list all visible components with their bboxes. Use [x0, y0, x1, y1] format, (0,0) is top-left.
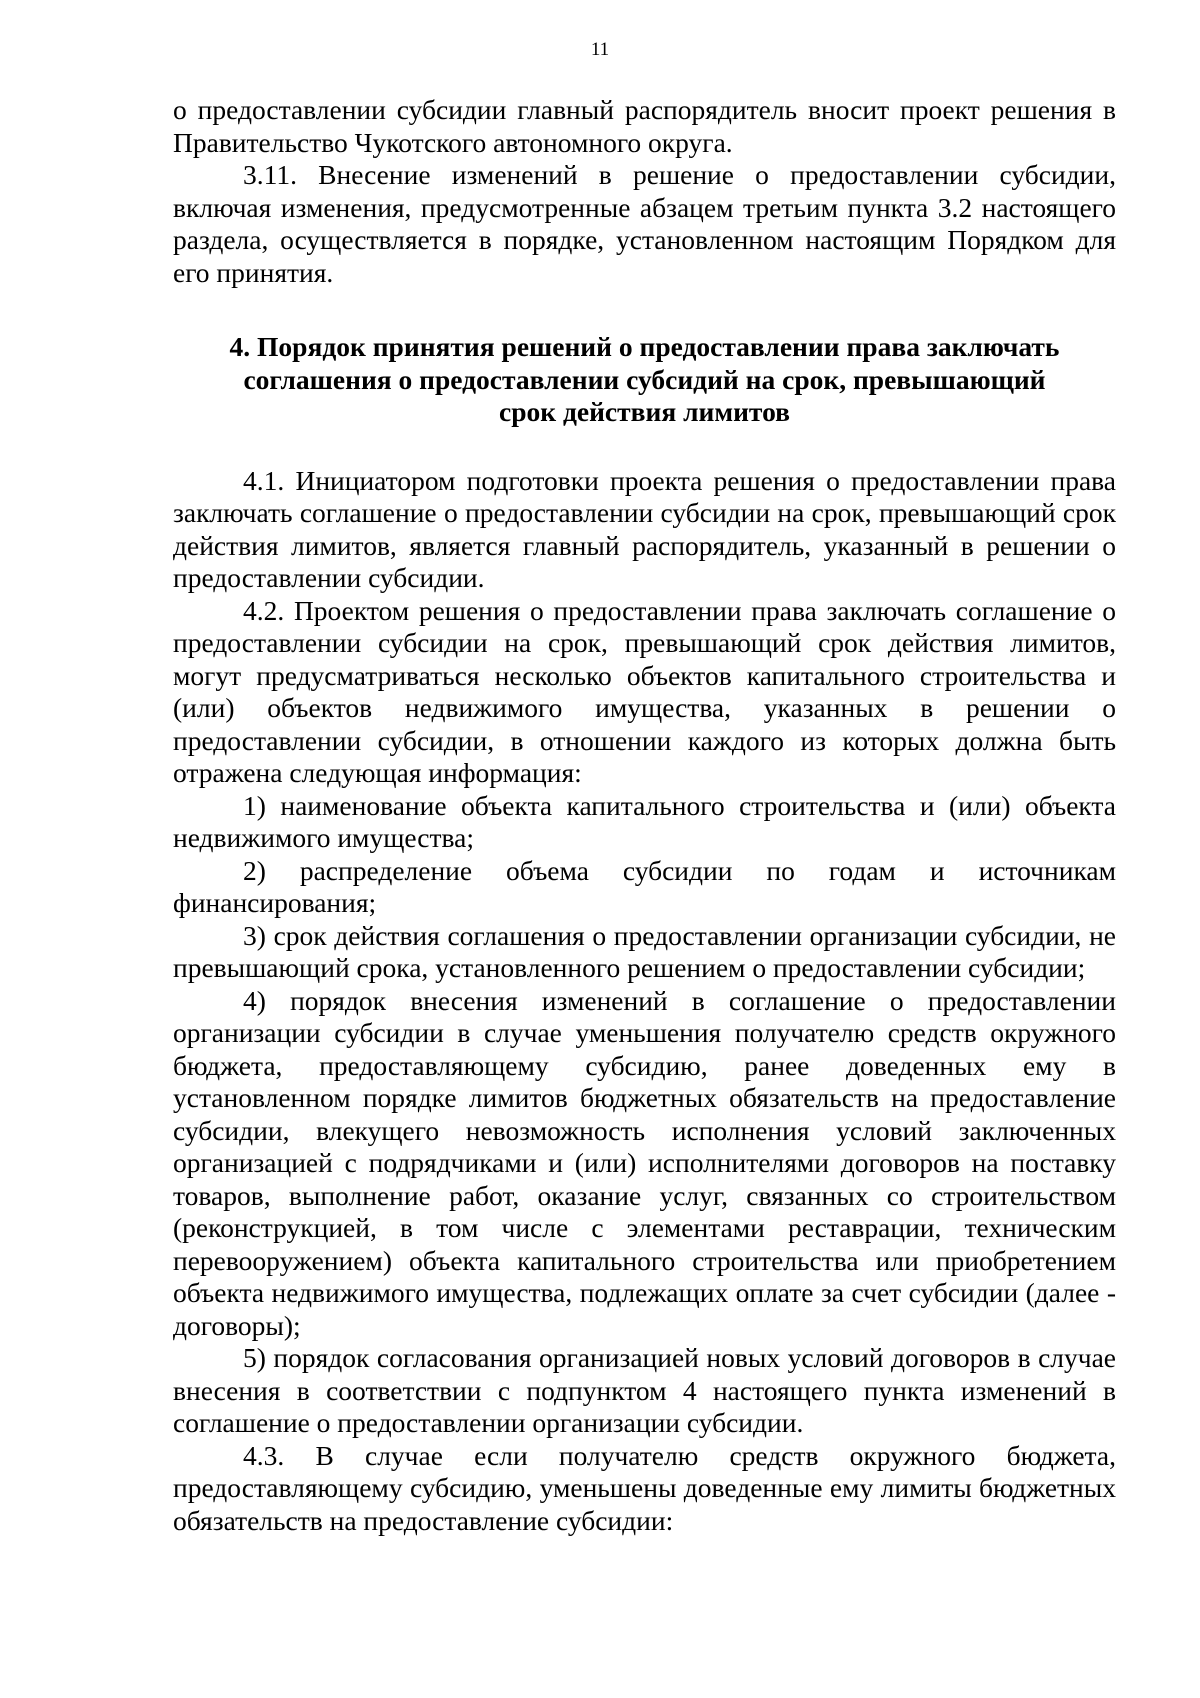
document-body	[173, 94, 1116, 1537]
list-item-1: 1) наименование объекта капитального строительства и (или) объекта недвижимого имущества;	[173, 789, 1116, 853]
paragraph-continuation: о предоставлении субсидии главный распорядитель вносит проект решения в Правительство Чукотского автономного округа.	[173, 94, 1116, 158]
section-heading-line: срок действия лимитов	[498, 396, 790, 427]
section-heading	[173, 331, 1116, 429]
list-item-5: 5) порядок согласования организацией новых условий договоров в случае внесения в соответствии с подпунктом 4 настоящего пункта изменений в соглашение о предоставлении организации субсидии.	[173, 1342, 1116, 1438]
list-item-3: 3) срок действия соглашения о предоставлении организации субсидии, не превышающий срока, установленного решением о предоставлении субсидии;	[173, 919, 1116, 983]
section-heading-line: соглашения о предоставлении субсидий на срок, превышающий	[243, 363, 1046, 395]
section-heading-line: 4. Порядок принятия решений о предоставлении права заключать	[229, 331, 1060, 362]
paragraph-3-11: 3.11. Внесение изменений в решение о предоставлении субсидии, включая изменения, предусмотренные абзацем третьим пункта 3.2 настоящего раздела, осуществляется в порядке, установленном настоящим Порядком для его принятия.	[173, 159, 1116, 288]
paragraph-4-1: 4.1. Инициатором подготовки проекта решения о предоставлении права заключать соглашение о предоставлении субсидии на срок, превышающий срок действия лимитов, является главный распорядитель, указанный в решении о предоставлении субсидии.	[173, 464, 1116, 593]
list-item-4: 4) порядок внесения изменений в соглашение о предоставлении организации субсидии в случае уменьшения получателю средств окружного бюджета, предоставляющему субсидию, ранее доведенных ему в установленном порядке лимитов бюджетных обязательств на предоставление субсидии, влекущего невозможность исполнения условий заключенных организацией с подрядчиками и (или) исполнителями договоров на поставку товаров, выполнение работ, оказание услуг, связанных со строительством (реконструкцией, в том числе с элементами реставрации, техническим перевооружением) объекта капитального строительства или приобретением объекта недвижимого имущества, подлежащих оплате за счет субсидии (далее - договоры);	[173, 984, 1116, 1341]
list-item-2: 2) распределение объема субсидии по годам и источникам финансирования;	[173, 854, 1116, 918]
paragraph-4-2: 4.2. Проектом решения о предоставлении права заключать соглашение о предоставлении субсидии на срок, превышающий срок действия лимитов, могут предусматриваться несколько объектов капитального строительства и (или) объектов недвижимого имущества, указанных в решении о предоставлении субсидии, в отношении каждого из которых должна быть отражена следующая информация:	[173, 594, 1116, 788]
paragraph-4-3: 4.3. В случае если получателю средств окружного бюджета, предоставляющему субсидию, уменьшены доведенные ему лимиты бюджетных обязательств на предоставление субсидии:	[173, 1439, 1116, 1536]
page-number: 11	[590, 39, 610, 60]
